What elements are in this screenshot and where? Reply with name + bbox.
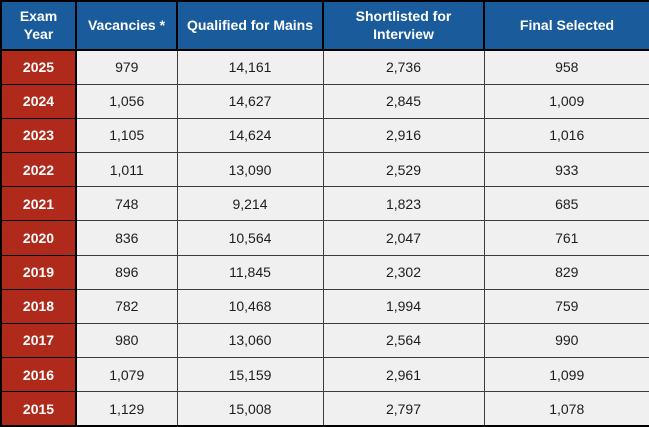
cell-vacancies: 1,079: [76, 358, 177, 392]
table-row: [1, 289, 649, 323]
cell-shortlisted_interview: 1,823: [323, 187, 484, 221]
column-header-vacancies: Vacancies *: [76, 1, 177, 50]
cell-vacancies: 896: [76, 255, 177, 289]
cell-final_selected: 933: [484, 153, 649, 187]
cell-final_selected: 685: [484, 187, 649, 221]
table-row: [1, 153, 649, 187]
column-header-qualified_mains: Qualified for Mains: [177, 1, 323, 50]
table-row: [1, 221, 649, 255]
cell-qualified_mains: 9,214: [177, 187, 323, 221]
year-cell: 2018: [1, 289, 76, 323]
year-cell: 2017: [1, 323, 76, 357]
table-body: [1, 50, 649, 426]
header-row: [1, 1, 649, 50]
cell-vacancies: 836: [76, 221, 177, 255]
cell-vacancies: 1,129: [76, 392, 177, 426]
cell-shortlisted_interview: 2,529: [323, 153, 484, 187]
cell-qualified_mains: 15,159: [177, 358, 323, 392]
table-row: [1, 323, 649, 357]
cell-qualified_mains: 13,090: [177, 153, 323, 187]
year-cell: 2025: [1, 50, 76, 84]
cell-final_selected: 829: [484, 255, 649, 289]
column-header-final_selected: Final Selected: [484, 1, 649, 50]
cell-vacancies: 1,105: [76, 118, 177, 152]
cell-shortlisted_interview: 1,994: [323, 289, 484, 323]
table-row: [1, 84, 649, 118]
year-cell: 2022: [1, 153, 76, 187]
cell-qualified_mains: 13,060: [177, 323, 323, 357]
table-row: [1, 118, 649, 152]
table-row: [1, 255, 649, 289]
cell-qualified_mains: 15,008: [177, 392, 323, 426]
cell-shortlisted_interview: 2,564: [323, 323, 484, 357]
table-row: [1, 187, 649, 221]
year-cell: 2015: [1, 392, 76, 426]
cell-final_selected: 990: [484, 323, 649, 357]
cell-vacancies: 979: [76, 50, 177, 84]
cell-vacancies: 980: [76, 323, 177, 357]
cell-qualified_mains: 14,161: [177, 50, 323, 84]
cell-shortlisted_interview: 2,302: [323, 255, 484, 289]
cell-final_selected: 1,078: [484, 392, 649, 426]
table-row: [1, 50, 649, 84]
cell-shortlisted_interview: 2,797: [323, 392, 484, 426]
cell-qualified_mains: 14,627: [177, 84, 323, 118]
cell-vacancies: 1,011: [76, 153, 177, 187]
cell-qualified_mains: 10,468: [177, 289, 323, 323]
cell-shortlisted_interview: 2,961: [323, 358, 484, 392]
year-cell: 2024: [1, 84, 76, 118]
year-cell: 2016: [1, 358, 76, 392]
table-row: [1, 358, 649, 392]
cell-shortlisted_interview: 2,845: [323, 84, 484, 118]
cell-vacancies: 1,056: [76, 84, 177, 118]
cell-final_selected: 958: [484, 50, 649, 84]
cell-final_selected: 759: [484, 289, 649, 323]
cell-vacancies: 748: [76, 187, 177, 221]
cell-qualified_mains: 10,564: [177, 221, 323, 255]
cell-final_selected: 1,009: [484, 84, 649, 118]
year-cell: 2023: [1, 118, 76, 152]
cell-qualified_mains: 11,845: [177, 255, 323, 289]
year-cell: 2019: [1, 255, 76, 289]
cell-qualified_mains: 14,624: [177, 118, 323, 152]
column-header-shortlisted_interview: Shortlisted for Interview: [323, 1, 484, 50]
cell-shortlisted_interview: 2,047: [323, 221, 484, 255]
column-header-year: Exam Year: [1, 1, 76, 50]
table-row: [1, 392, 649, 426]
year-cell: 2021: [1, 187, 76, 221]
cell-shortlisted_interview: 2,736: [323, 50, 484, 84]
year-cell: 2020: [1, 221, 76, 255]
cell-final_selected: 761: [484, 221, 649, 255]
cell-final_selected: 1,099: [484, 358, 649, 392]
cell-final_selected: 1,016: [484, 118, 649, 152]
cell-vacancies: 782: [76, 289, 177, 323]
cell-shortlisted_interview: 2,916: [323, 118, 484, 152]
